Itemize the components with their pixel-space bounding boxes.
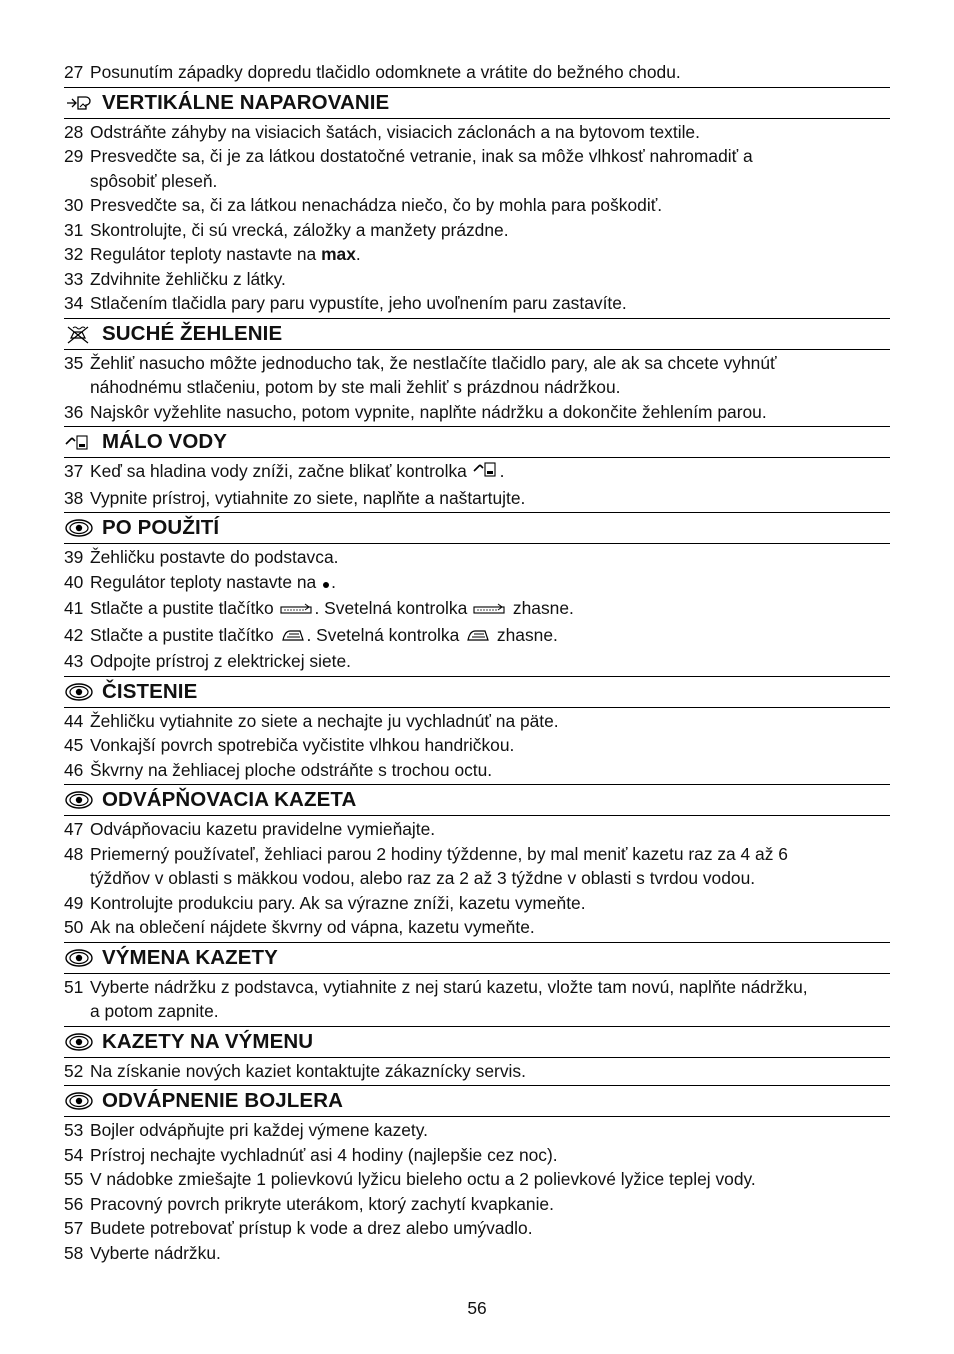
item-text-part: Bojler odvápňujte pri každej výmene kazety. [90, 1120, 429, 1140]
item-text [90, 1118, 890, 1143]
eye-icon [64, 789, 94, 811]
item-text-part: V nádobke zmiešajte 1 polievkovú lyžicu bieleho octu a 2 polievkové lyžice teplej vody. [90, 1169, 756, 1189]
item-text-part: Odvápňovaciu kazetu pravidelne vymieňajte. [90, 819, 436, 839]
item-text [90, 649, 890, 674]
item-text [90, 459, 890, 486]
list-item [64, 120, 890, 145]
item-text [90, 758, 890, 783]
section-title: MÁLO VODY [102, 430, 228, 453]
item-number: 30 [64, 195, 84, 215]
item-text-part: Priemerný používateľ, žehliaci parou 2 hodiny týždenne, by mal meniť kazetu raz za 4 až 6 [90, 843, 788, 864]
item-text [90, 570, 890, 597]
item-text-part: Presvedčte sa, či je za látkou dostatočné vetranie, inak sa môže vlhkosť nahromadiť a [90, 146, 753, 166]
item-number: 42 [64, 624, 84, 645]
item-text [90, 545, 890, 570]
item-number: 41 [64, 598, 84, 618]
item-text [90, 817, 890, 842]
item-text-continuation: a potom zapnite. [90, 1001, 219, 1021]
item-text-part: Regulátor teploty nastavte na [90, 244, 322, 264]
item-text-part: Stlačte a pustite tlačítko [90, 624, 279, 645]
item-text-part: Odpojte prístroj z elektrickej siete. [90, 651, 351, 671]
item-text [90, 144, 890, 193]
list-item [64, 242, 890, 267]
list-item [64, 623, 890, 650]
section-title: PO POUŽITÍ [102, 516, 220, 539]
list-item [64, 545, 890, 570]
eye-icon [64, 1031, 94, 1053]
item-text [90, 351, 890, 400]
item-text-part: . Svetelná kontrolka [314, 598, 473, 618]
list-item [64, 218, 890, 243]
item-text-part: Zdvihnite žehličku z látky. [90, 268, 286, 289]
item-text [90, 1241, 890, 1266]
item-text [90, 891, 890, 916]
item-number: 32 [64, 244, 84, 264]
section-heading [64, 784, 890, 816]
item-text-part: zhasne. [508, 598, 574, 618]
item-text-part: Presvedčte sa, či za látkou nenachádza niečo, čo by mohla para poškodiť. [90, 195, 663, 215]
list-item [64, 291, 890, 316]
list-item [64, 842, 890, 891]
section-title: ČISTENIE [102, 679, 198, 703]
list-item [64, 758, 890, 783]
item-text-part: Žehličku vytiahnite zo siete a nechajte ju vychladnúť na päte. [90, 710, 559, 731]
list-item [64, 1167, 890, 1192]
list-item [64, 733, 890, 758]
section-title: ODVÁPNENIE BOJLERA [102, 1089, 344, 1112]
item-text [90, 623, 890, 650]
item-number: 28 [64, 121, 84, 142]
item-text [90, 193, 890, 218]
item-text-part: Žehliť nasucho môžte jednoducho tak, že nestlačíte tlačidlo pary, ale ak sa chcete vyhnúť [90, 352, 777, 373]
section-heading [64, 1026, 890, 1058]
list-item [64, 817, 890, 842]
no-steam-icon [64, 323, 94, 345]
item-number: 36 [64, 401, 84, 422]
list-item [64, 1143, 890, 1168]
item-text-part: Škvrny na žehliacej ploche odstráňte s trochou octu. [90, 759, 493, 780]
item-number: 40 [64, 571, 84, 592]
item-text [90, 120, 890, 145]
item-text-part: Stlačením tlačidla pary paru vypustíte, jeho uvoľnením paru zastavíte. [90, 293, 627, 313]
item-number: 45 [64, 735, 84, 755]
item-text [90, 596, 890, 623]
item-number: 50 [64, 917, 84, 937]
iron-icon [464, 625, 492, 650]
section-heading [64, 512, 890, 544]
item-text [90, 218, 890, 243]
list-item [64, 1118, 890, 1143]
item-text-part: Žehličku postavte do podstavca. [90, 547, 339, 567]
list-item [64, 1059, 890, 1084]
item-text [90, 915, 890, 940]
item-number: 51 [64, 976, 84, 997]
item-number: 27 [64, 62, 84, 82]
item-number: 35 [64, 352, 84, 373]
vertical-steam-icon [64, 92, 94, 114]
section-heading [64, 1085, 890, 1117]
item-number: 54 [64, 1144, 84, 1165]
item-text-part: . Svetelná kontrolka [306, 624, 465, 645]
item-text-part: Keď sa hladina vody zníži, začne blikať kontrolka [90, 461, 472, 481]
eye-icon [64, 517, 94, 539]
item-text [90, 975, 890, 1024]
steam-button-icon [472, 598, 508, 623]
item-text [90, 1216, 890, 1241]
sections-container [64, 87, 890, 1266]
list-item [64, 193, 890, 218]
document-body [64, 60, 890, 1265]
item-text-part: . [331, 571, 336, 592]
item-text-bold: max [321, 244, 356, 264]
list-item [64, 1192, 890, 1217]
item-number: 53 [64, 1120, 84, 1140]
item-text-part: Prístroj nechajte vychladnúť asi 4 hodiny (najlepšie cez noc). [90, 1144, 558, 1165]
list-item [64, 267, 890, 292]
list-item [64, 400, 890, 425]
item-number: 38 [64, 487, 84, 508]
section-title: KAZETY NA VÝMENU [102, 1029, 314, 1053]
item-text-part: . [355, 244, 361, 264]
item-text [90, 291, 890, 316]
list-item [64, 649, 890, 674]
list-item [64, 891, 890, 916]
item-text-part: Kontrolujte produkciu pary. Ak sa výrazne zníži, kazetu vymeňte. [90, 892, 586, 913]
item-text-continuation: spôsobiť pleseň. [90, 170, 218, 191]
item-text [90, 486, 890, 511]
section-title: ODVÁPŇOVACIA KAZETA [102, 788, 357, 811]
section-title: VÝMENA KAZETY [102, 945, 278, 969]
eye-icon [64, 947, 94, 969]
item-text-part: Budete potrebovať prístup k vode a drez alebo umývadlo. [90, 1218, 533, 1238]
item-number: 47 [64, 819, 84, 839]
eye-icon [64, 681, 94, 703]
list-item [64, 486, 890, 511]
item-text-part: Ak na oblečení nájdete škvrny od vápna, kazetu vymeňte. [90, 917, 535, 937]
item-text: Posunutím západky dopredu tlačidlo odomknete a vrátite do bežného chodu. [90, 62, 681, 82]
section-heading [64, 426, 890, 458]
item-text [90, 242, 890, 267]
low-water-icon [472, 459, 500, 486]
item-text-part: Vonkajší povrch spotrebiča vyčistite vlhkou handričkou. [90, 735, 515, 755]
eye-icon [64, 1090, 94, 1112]
item-number: 48 [64, 843, 84, 864]
section-title: VERTIKÁLNE NAPAROVANIE [102, 90, 390, 114]
item-text-part: Na získanie nových kaziet kontaktujte zákaznícky servis. [90, 1060, 526, 1081]
list-item [64, 60, 890, 85]
item-text-part: zhasne. [492, 624, 558, 645]
item-text-part: Odstráňte záhyby na visiacich šatách, visiacich záclonách a na bytovom textile. [90, 121, 700, 142]
item-number: 52 [64, 1060, 84, 1081]
list-item [64, 1241, 890, 1266]
item-text-continuation: týždňov v oblasti s mäkkou vodou, alebo raz za 2 až 3 týždne v oblasti s tvrdou vodou. [90, 868, 756, 888]
list-item [64, 1216, 890, 1241]
item-number: 43 [64, 651, 84, 671]
list-item [64, 459, 890, 486]
list-item [64, 351, 890, 400]
list-item [64, 144, 890, 193]
list-item [64, 570, 890, 597]
dot-icon [321, 572, 331, 597]
section-heading [64, 87, 890, 119]
list-item [64, 596, 890, 623]
iron-icon [279, 625, 307, 650]
list-item [64, 975, 890, 1024]
item-number: 29 [64, 146, 84, 166]
item-text-part: Vypnite prístroj, vytiahnite zo siete, naplňte a naštartujte. [90, 487, 526, 508]
section-heading [64, 942, 890, 974]
item-text-part: Pracovný povrch prikryte uterákom, ktorý zachytí kvapkanie. [90, 1193, 554, 1214]
item-number: 56 [64, 1193, 84, 1214]
item-number: 49 [64, 892, 84, 913]
item-number: 57 [64, 1218, 84, 1238]
page-number: 56 [467, 1298, 487, 1318]
item-text [90, 709, 890, 734]
item-number: 44 [64, 710, 84, 731]
item-text [90, 1192, 890, 1217]
item-text-part: Stlačte a pustite tlačítko [90, 598, 279, 618]
item-text [90, 1059, 890, 1084]
item-text-part: Skontrolujte, či sú vrecká, záložky a manžety prázdne. [90, 219, 509, 240]
item-number: 34 [64, 293, 84, 313]
item-number: 31 [64, 219, 84, 240]
item-number: 37 [64, 461, 84, 481]
item-number: 58 [64, 1242, 84, 1263]
item-text [90, 842, 890, 891]
low-water-icon [64, 431, 94, 453]
list-item [64, 709, 890, 734]
section-heading [64, 318, 890, 350]
item-text-part: Vyberte nádržku. [90, 1242, 221, 1263]
item-number: 39 [64, 547, 84, 567]
section-title: SUCHÉ ŽEHLENIE [102, 321, 283, 345]
item-text-part: . [499, 461, 505, 481]
item-text [90, 1143, 890, 1168]
item-text-continuation: náhodnému stlačeniu, potom by ste mali žehliť s prázdnou nádržkou. [90, 377, 621, 397]
item-text-part: Najskôr vyžehlite nasucho, potom vypnite, naplňte nádržku a dokončite žehlením parou. [90, 401, 767, 422]
item-number: 33 [64, 268, 84, 289]
item-text [90, 1167, 890, 1192]
item-text [90, 733, 890, 758]
item-text [90, 267, 890, 292]
item-number: 55 [64, 1169, 84, 1189]
list-item [64, 915, 890, 940]
item-text-part: Vyberte nádržku z podstavca, vytiahnite z nej starú kazetu, vložte tam novú, naplňte nádržku, [90, 976, 808, 997]
item-number: 46 [64, 759, 84, 780]
steam-button-icon [279, 598, 315, 623]
section-heading [64, 676, 890, 708]
item-text [90, 400, 890, 425]
item-text-part: Regulátor teploty nastavte na [90, 571, 322, 592]
